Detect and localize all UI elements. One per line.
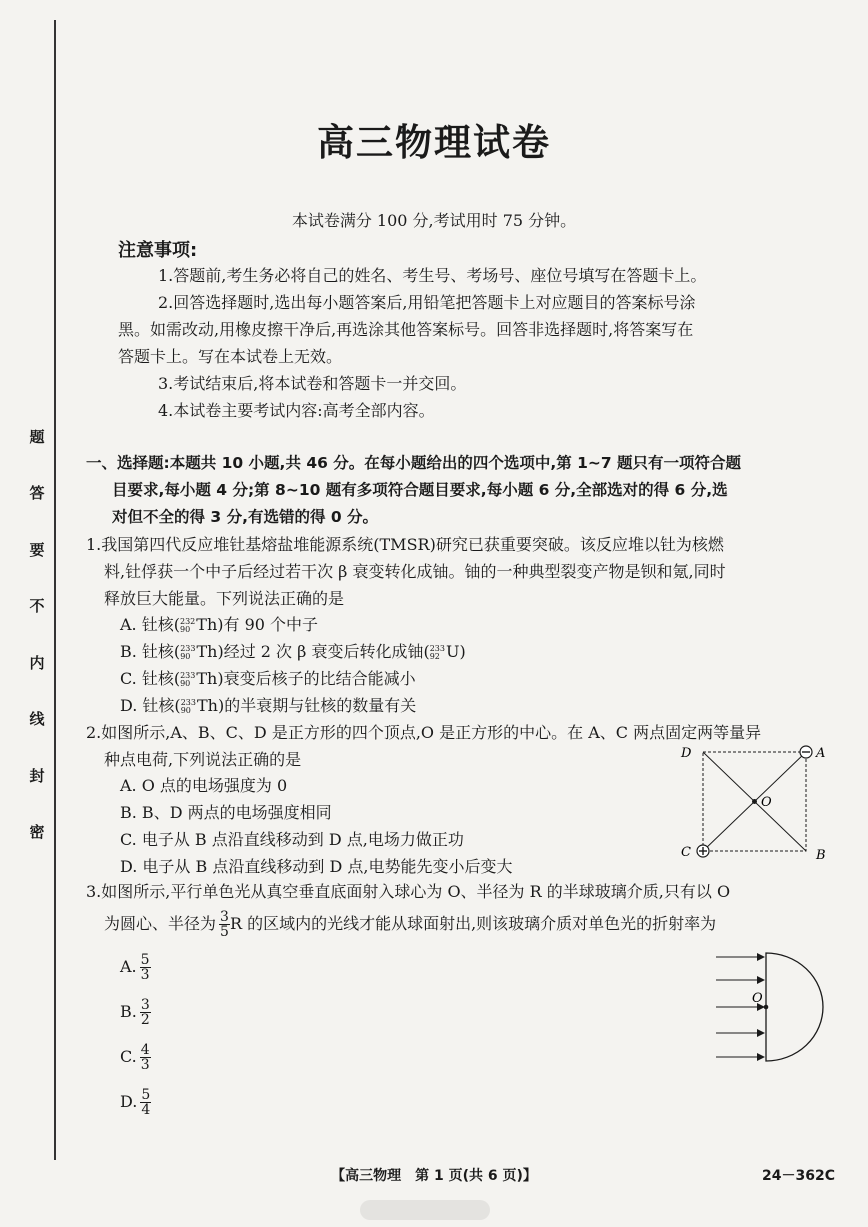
nuclide-notation: 233 90 — [180, 697, 196, 715]
page-title: 高三物理试卷 — [317, 121, 551, 164]
note-line: 1.答题前,考生务必将自己的姓名、考生号、考场号、座位号填写在答题卡上。 — [158, 266, 707, 285]
q2-option-b: B. B、D 两点的电场强度相同 — [120, 803, 332, 822]
q3-stem: 3.如图所示,平行单色光从真空垂直底面射入球心为 O、半径为 R 的半球玻璃介质,只有以 O — [86, 882, 731, 901]
note-line: 黑。如需改动,用橡皮擦干净后,再选涂其他答案标号。回答非选择题时,将答案写在 — [118, 320, 694, 339]
label-d: D — [681, 746, 692, 761]
seal-char: 答 — [29, 484, 45, 503]
notes-heading: 注意事项: — [118, 240, 198, 261]
seal-char: 密 — [29, 822, 45, 841]
section-header: 一、选择题:本题共 10 小题,共 46 分。在每小题给出的四个选项中,第 1~7 题只有一项符合题 — [86, 454, 742, 472]
q3-option-b: B. $\frac{3}{2}$ — [120, 997, 150, 1028]
note-line: 2.回答选择题时,选出每小题答案后,用铅笔把答题卡上对应题目的答案标号涂 — [158, 293, 696, 312]
seal-char: 不 — [29, 597, 45, 616]
q1-option-c: C. 钍核( 233 90 Th)衰变后核子的比结合能减小 — [120, 669, 416, 688]
q3-stem: 为圆心、半径为 $\frac{3}{5}$ R 的区域内的光线才能从球面射出,则该玻璃介质对单色光的折射率为 — [104, 909, 717, 940]
q1-option-a: A. 钍核( 232 90 Th)有 90 个中子 — [120, 615, 319, 634]
seal-char: 题 — [29, 428, 45, 446]
q1-option-d: D. 钍核( 233 90 Th)的半衰期与钍核的数量有关 — [120, 696, 417, 715]
q3-option-a: A. $\frac{5}{3}$ — [120, 952, 150, 983]
hemisphere-diagram — [710, 945, 840, 1070]
q1-option-b: B. 钍核( 233 90 Th)经过 2 次 β 衰变后转化成铀( 233 92 U) — [120, 642, 466, 661]
label-o: O — [761, 795, 772, 810]
nuclide-notation: 233 92 — [429, 643, 445, 661]
fraction: $\frac{3}{5}$ — [220, 909, 229, 940]
q1-stem: 释放巨大能量。下列说法正确的是 — [104, 589, 345, 608]
center-point-o — [752, 799, 757, 804]
hemisphere-outline — [766, 953, 823, 1061]
q3-option-c: C. $\frac{4}{3}$ — [120, 1042, 150, 1073]
seal-char: 要 — [29, 540, 45, 559]
center-point-o — [764, 1005, 769, 1010]
seal-char: 内 — [29, 653, 45, 672]
q2-option-a: A. O 点的电场强度为 0 — [120, 776, 288, 795]
q2-option-d: D. 电子从 B 点沿直线移动到 D 点,电势能先变小后变大 — [120, 857, 513, 876]
label-a: A — [816, 746, 826, 761]
scan-smudge — [360, 1200, 490, 1220]
square-charges-diagram — [675, 740, 835, 865]
nuclide-notation: 233 90 — [180, 643, 196, 661]
q2-option-c: C. 电子从 B 点沿直线移动到 D 点,电场力做正功 — [120, 830, 464, 849]
q2-stem: 2.如图所示,A、B、C、D 是正方形的四个顶点,O 是正方形的中心。在 A、C 两点固定两等量异 — [86, 723, 762, 742]
note-line: 4.本试卷主要考试内容:高考全部内容。 — [158, 401, 435, 420]
q1-stem: 1.我国第四代反应堆钍基熔盐堆能源系统(TMSR)研究已获重要突破。该反应堆以钍为核燃 — [86, 535, 724, 554]
note-line: 答题卡上。写在本试卷上无效。 — [118, 347, 343, 366]
seal-char: 封 — [29, 766, 45, 785]
nuclide-notation: 232 90 — [179, 616, 196, 634]
footer-page-info: 【高三物理 第 1 页(共 6 页)】 — [331, 1168, 537, 1184]
label-b: B — [816, 848, 826, 863]
label-o: O — [752, 991, 763, 1006]
label-c: C — [681, 845, 691, 860]
nuclide-notation: 233 90 — [180, 670, 196, 688]
binding-margin-line — [54, 20, 56, 1160]
note-line: 3.考试结束后,将本试卷和答题卡一并交回。 — [158, 374, 467, 393]
footer-code: 24－362C — [762, 1168, 835, 1184]
seal-char: 线 — [29, 710, 45, 729]
q2-stem: 种点电荷,下列说法正确的是 — [104, 750, 302, 769]
section-header: 对但不全的得 3 分,有选错的得 0 分。 — [112, 508, 379, 526]
q1-stem: 料,钍俘获一个中子后经过若干次 β 衰变转化成铀。铀的一种典型裂变产物是钡和氪,同时 — [104, 562, 726, 581]
exam-info: 本试卷满分 100 分,考试用时 75 分钟。 — [291, 211, 577, 230]
section-header: 目要求,每小题 4 分;第 8~10 题有多项符合题目要求,每小题 6 分,全部选对的得 6 分,选 — [112, 481, 728, 499]
q3-option-d: D. $\frac{5}{4}$ — [120, 1087, 151, 1118]
seal-line-notice — [26, 430, 48, 840]
